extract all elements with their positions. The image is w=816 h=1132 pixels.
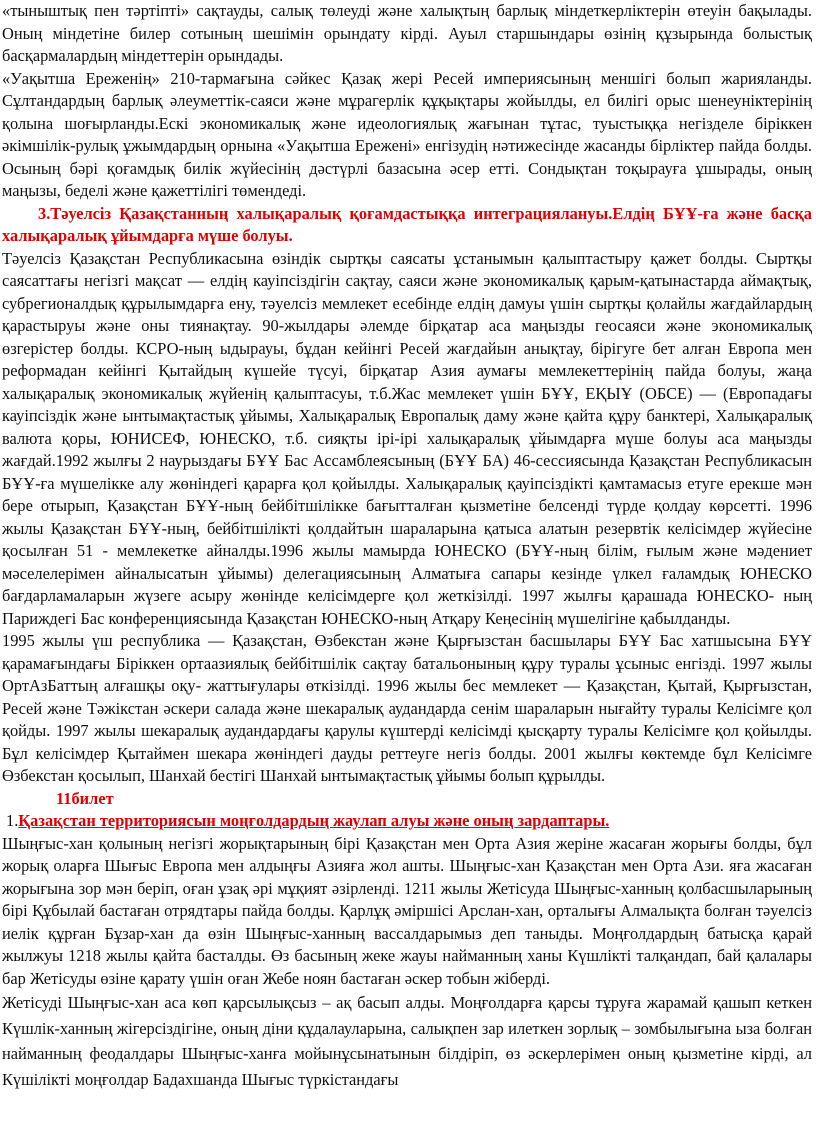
paragraph: «Уақытша Ереженің» 210-тармағына сәйкес Қазақ жері Ресей империясының меншігі болып жарияланды. Сұлтандардың барлық әлеуметтік-саяси және мұрагерлік құқықтары жойылды, ел билігі орыс шенеуніктерінің қолына шоғырланды.Ескі экономикалық және идеологиялық жағынан тұтас, туыстыққа негізделе біріккен әкімшілік-рулық ұжымдардың орнына «Уақытша Ережені» енгізудің нәтижесінде жасанды бірліктер пайда болды. Осының бәрі қоғамдық билік жүйесінің дәстүрлі базасына әсер етті. Сондықтан тоқырауға ұшырады, оның маңызы, беделі және қажеттілігі төмендеді. [2,68,812,200]
question-title: Қазақстан территориясын моңғолдардың жаулап алуы және оның зардаптары. [18,811,610,830]
ticket-label: 11билет [56,788,114,808]
paragraph: Тәуелсіз Қазақстан Республикасына өзіндік сыртқы саясаты ұстанымын қалыптастыру қажет болды. Сыртқы саясаттағы негізгі мақсат — елдің кауіпсіздігін сақтау, саяси және экономикалық қарым-қатынастарда аймақтық, субрегионалдық құрылымдарға ену, тәуелсіз мемлекет есебінде елдің дамуы үшін сыртқы қолайлы жағдайлардың қарастыруы және оны тиянақтау. 90-жылдары әлемде бірқатар аса маңызды геосаяси және экономикалық өзгерістер болды. КСРО-ның ыдырауы, бұдан кейінгі Ресей жағдайын анықтау, бірігуге бет алған Европа мен реформадан кейінгі Қытайдың күшейе түсуі, бірқатар Азия аумағы мемлекеттерінің пайда болуы, жаңа халықаралық экономикалық жүйенің қалыптасуы, т.б.Жас мемлекет үшін БҰҰ, ЕҚЫҰ (ОБСЕ) — (Европадағы кауіпсіздік және ынтымақтастық ұйымы, Халықаралық Европалық даму және қайта құру банктері, Халықаралық валюта қоры, ЮНИСЕФ, ЮНЕСКО, т.б. сияқты ірі-ірі халықаралық ұйымдарға мүше болуы аса маңызды жағдай.1992 жылғы 2 наурыздағы БҰҰ Бас Ассамблеясының (БҰҰ БА) 46-сессиясында Қазақстан Республикасын БҰҰ-ға мүшелікке алу жөніндегі қарарға қол қойылды. Халықаралық қауіпсіздікті қамтамасыз етуге ерекше мән бере отырып, Қазақстан БҰҰ-ның бейбітшілікке бағытталған қызметіне белсенді түрде қолдау көрсетті. 1996 жылы Қазақстан БҰҰ-ның, бейбітшілікті қолдайтын шараларына қатыса алатын резервтік келісімдер жүйесіне қосылған 51 - мемлекетке айналды.1996 жылы мамырда ЮНЕСКО (БҰҰ-ның білім, ғылым және мәдениет мәселелерімен айналысатын ұйымы) делегациясының Алматыға сапары кезінде үлкел ғаламдық ЮНЕСКО бағдарламаларын жүзеге асыру жөнінде келісімдерге қол жеткізілді. 1997 жылғы қарашада ЮНЕСКО- ның Париждегі Бас конференциясында Қазақстан ЮНЕСКО-ның Атқару Кеңесінің мүшелігіне қабылданды. [2,248,812,628]
question-heading [2,810,812,833]
paragraph: 1995 жылы үш республика — Қазақстан, Өзбекстан және Қырғызстан басшылары БҰҰ Бас хатшысына БҰҰ қарамағындағы Біріккен ортаазиялық бейбітшілік сақтау батальонының құру туралы ұсыныс енгізді. 1997 жылы ОртАзБаттың алғашқы оқу- жаттығулары өткізілді. 1996 жылы бес мемлекет — Қазақстан, Қытай, Қырғызстан, Ресей және Тәжікстан әскери салада және шекаралық аудандарда сенім шараларын нығайту туралы Келісімге қол қойды. 1997 жылы шекаралық аудандардағы қарулы күштерді келісімді қысқарту туралы Келісімге қол қойылды. Бұл келісімдер Қытаймен шекара жөніндегі дауды реттеуге негіз болды. 2001 жылғы көктемде бұл Келісімге Өзбекстан қосылып, Шанхай бестігі Шанхай ынтымақтастық ұйымы болып құрылды. [2,631,812,785]
question-number: 1. [6,811,19,830]
section-heading: 3.Тәуелсіз Қазақстанның халықаралық қоғамдастыққа интеграциялануы.Елдің БҰҰ-ға және басқа халықаралық ұйымдарға мүше болуы. [2,203,812,245]
paragraph: Шыңғыс-хан қолының негізгі жорықтарының бірі Қазақстан мен Орта Азия жеріне жасаған жорығы болды, бұл жорық оларға Шығыс Европа мен алдыңғы Азияға жол ашты. Шыңғыс-хан Қазақстан мен Орта Ази. яға жасаған жорығына зор мән беріп, оған ұзақ әрі мұқият әзірленді. 1211 жылы Жетісуда Шыңғыс-ханның қолбасшыларының бірі Құбылай бастаған отрядтары пайда болды. Қарлұқ әміршісі Арслан-хан, орталығы Алмалықта болған тәуелсіз иелік құрған Бұзар-хан да өзін Шыңғыс-ханның вассалдарымыз деп таныды. Моңғолдардың батысқа қарай жылжуы 1218 жылы қайта басталды. Өз басының жеке жауы найманның ханы Күшлікті талқандап, бай қалалары бар Жетісуды өзіне қарату үшін оған Жебе ноян бастаған әскер тобын жіберді. [2,833,812,988]
paragraph: «тыныштық пен тәртіпті» сақтауды, салық төлеуді және халықтың барлық міндеткерліктерін өтеуін бақылады. Оның міндетіне билер сотының шешімін орындату кірді. Ауыл старшындары өзінің құзырында болыстық басқармалардың міндеттерін орындады. [2,1,812,65]
paragraph: Жетісуді Шыңғыс-хан аса көп қарсылықсыз – ақ басып алды. Моңғолдарға қарсы тұруға жарамай қашып кеткен Күшлік-ханның жігерсіздігіне, оның діни құдалауларына, салықпен зар илеткен зорлық – зомбылығына ыза болған найманның феодалдары Шыңғыс-ханға мойынұсынатынын білдіріп, өз әскерлерімен оның қызметіне кірді, ал Күшілікті моңғолдар Бадахшанда Шығыс түркістандағы [2,993,812,1089]
